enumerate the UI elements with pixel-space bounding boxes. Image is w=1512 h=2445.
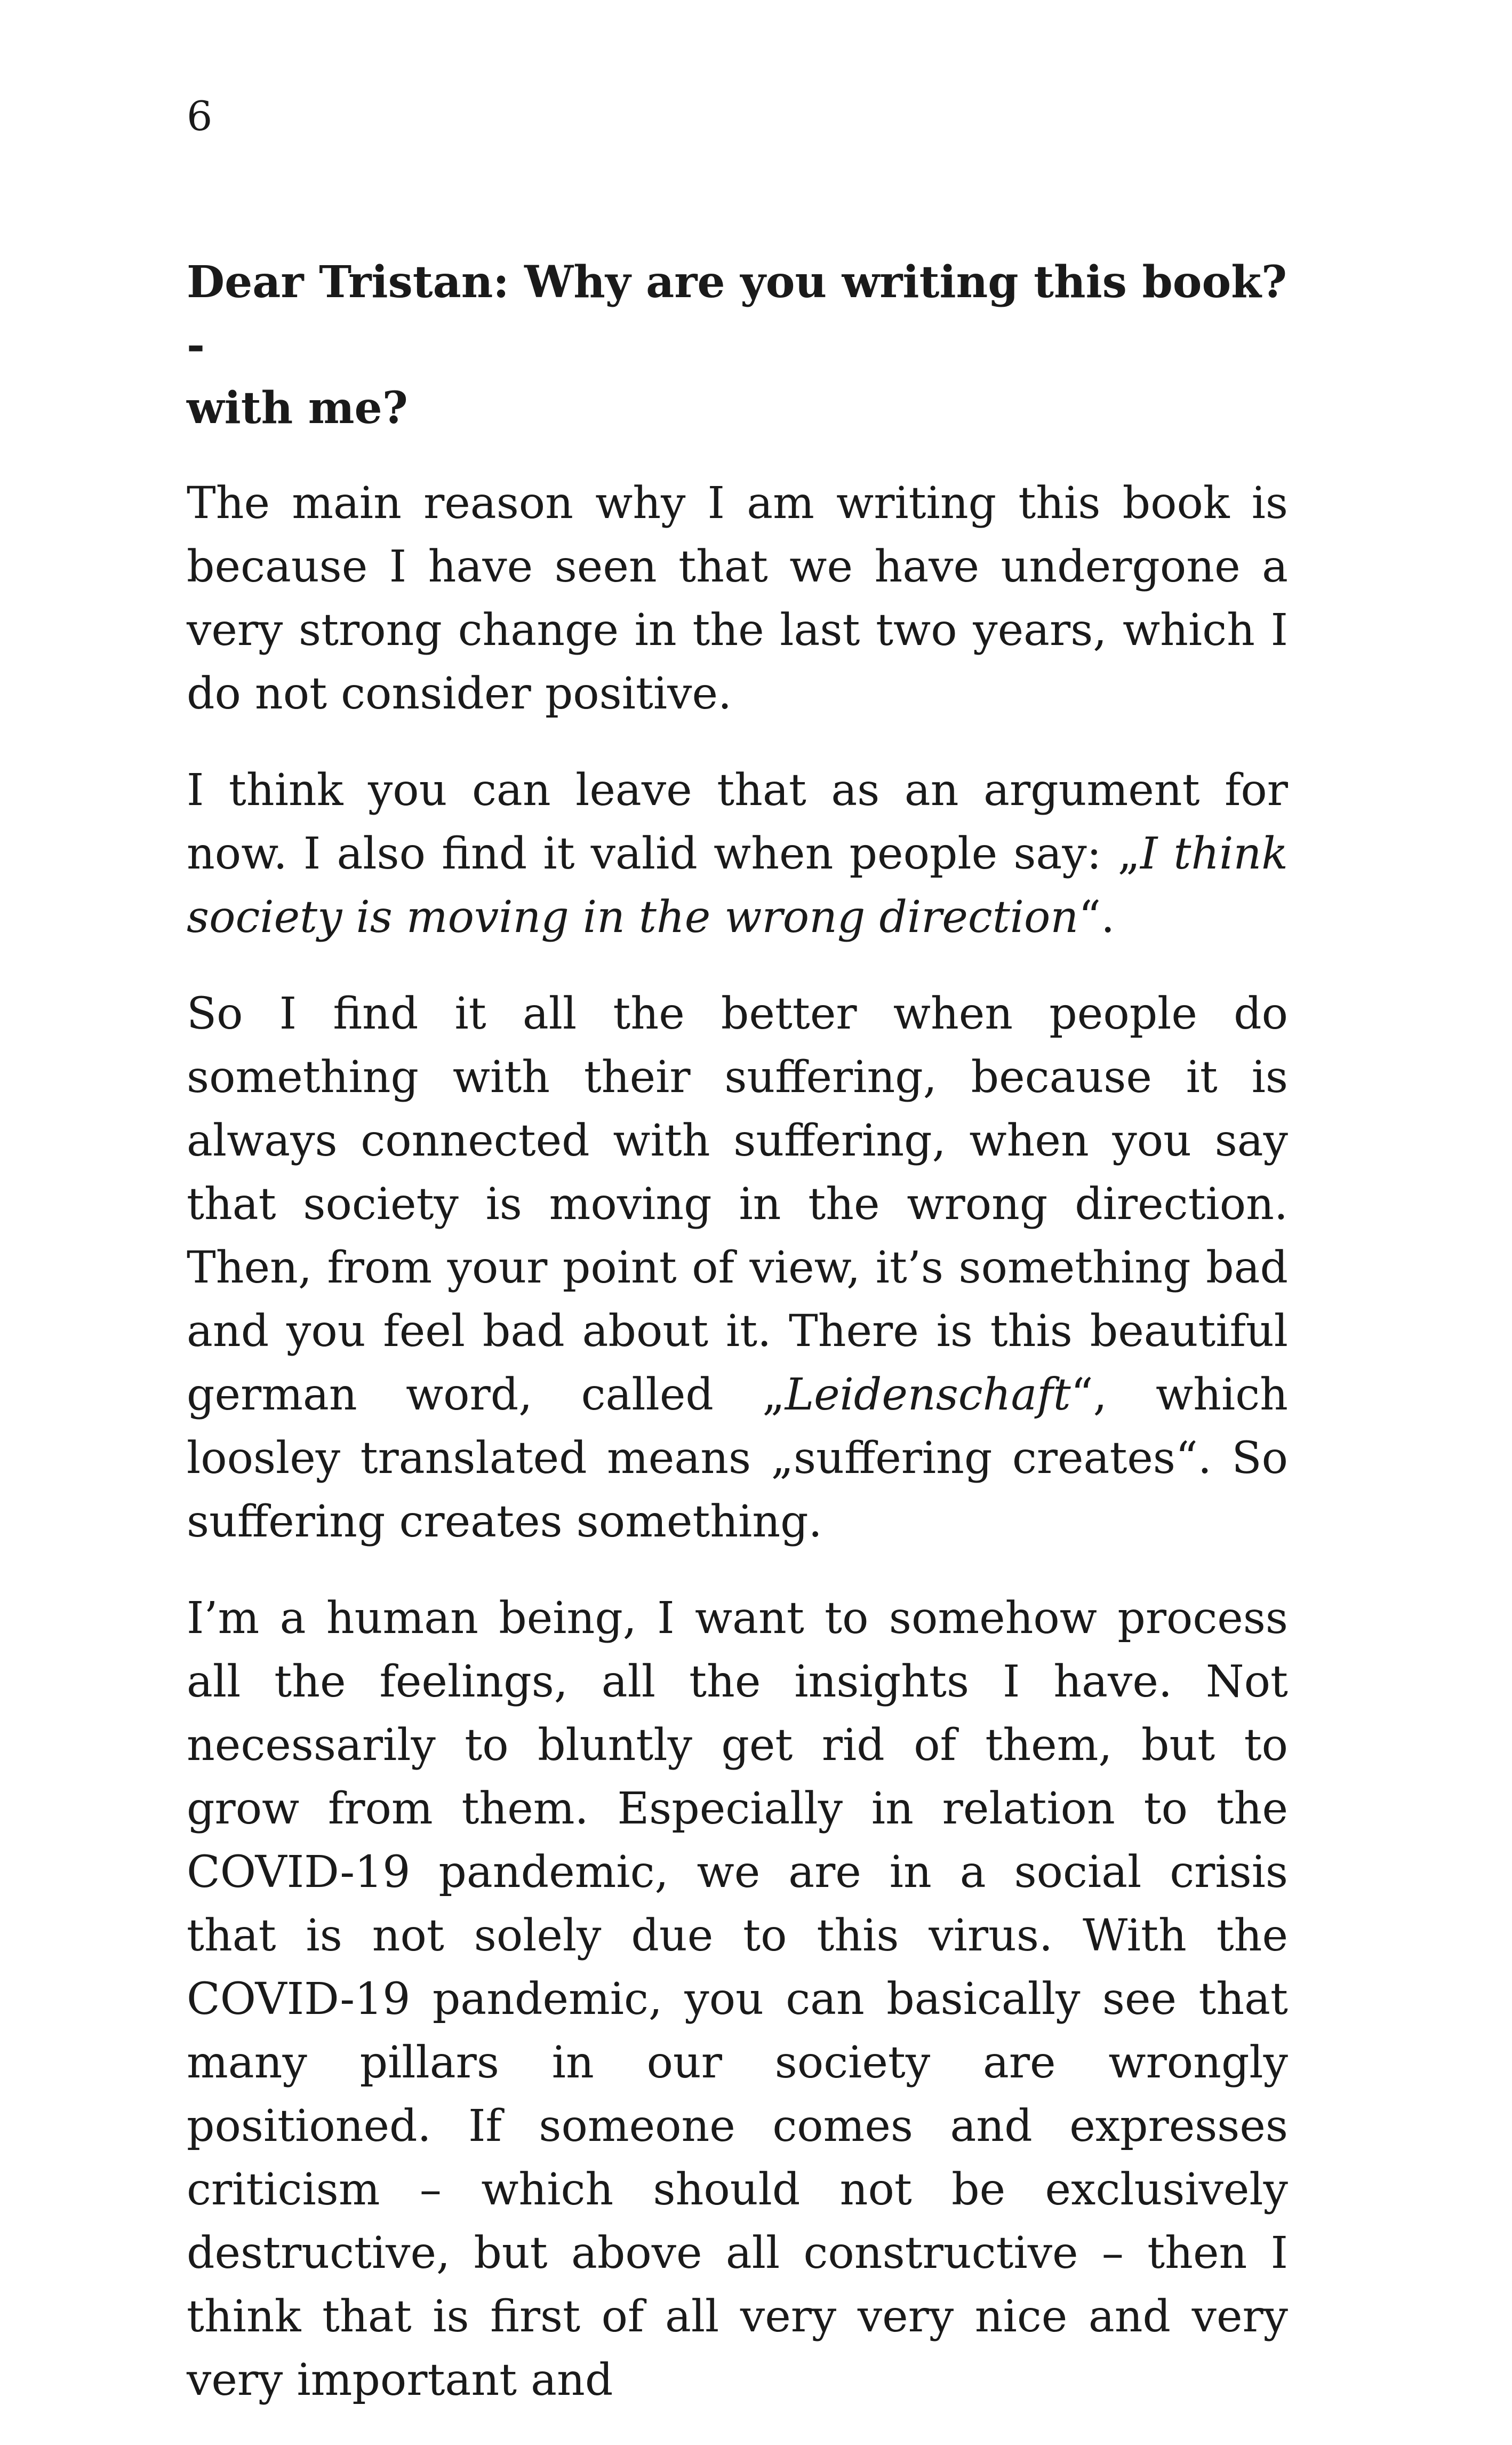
paragraph-2-text-start: I think you can leave that as an argument for now. I also find it valid when people say: „ — [187, 765, 1288, 879]
paragraph-2-text-end: “. — [1078, 892, 1115, 943]
paragraph-3 — [187, 982, 1288, 1554]
paragraph-3-italic-word: Leidenschaft — [785, 1369, 1071, 1420]
section-heading — [187, 251, 1288, 440]
page-number: 6 — [187, 92, 213, 140]
paragraph-3-text-end: “, which loosley translated means „suffering creates“. So suffering creates something. — [187, 1369, 1288, 1547]
paragraph-2-italic-quote: I think society is moving in the wrong direction — [187, 829, 1288, 943]
page-body — [187, 251, 1288, 2445]
paragraph-2 — [187, 759, 1288, 949]
paragraph-4: I’m a human being, I want to somehow process all the feelings, all the insights I have. Not necessarily to bluntly get rid of them, but to grow from them. Especially in relation to the COVID-19 pandemic, we are in a social crisis that is not solely due to this virus. With the COVID-19 pandemic, you can basically see that many pillars in our society are wrongly positioned. If someone comes and expresses criticism – which should not be exclusively destructive, but above all constructive – then I think that is first of all very very nice and very very important and — [187, 1593, 1288, 2406]
paragraph-3-text-start: So I find it all the better when people do something with their suffering, because it is always connected with suffering, when you say that society is moving in the wrong direction. Then, from your point of view, it’s something bad and you feel bad about it. There is this beautiful german word, called „ — [187, 989, 1288, 1420]
section-heading-line-2: with me? — [187, 383, 408, 434]
paragraph-1: The main reason why I am writing this book is because I have seen that we have undergone a very strong change in the last two years, which I do not consider positive. — [187, 478, 1288, 719]
section-heading-line-1: Dear Tristan: Why are you writing this book? - — [187, 257, 1287, 371]
